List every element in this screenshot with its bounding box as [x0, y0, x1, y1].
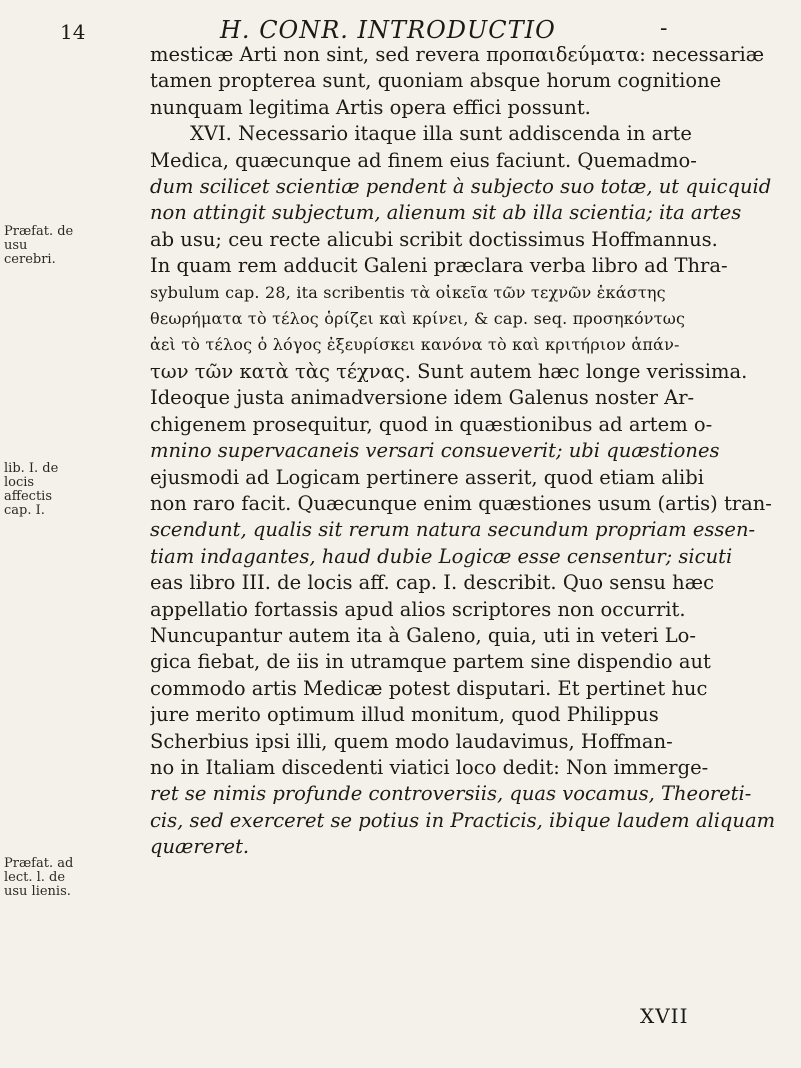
text-line: ret se nimis profunde controversiis, quas vocamus, Theoreti-: [150, 782, 752, 806]
text-line: quæreret.: [150, 835, 250, 859]
text-line: chigenem prosequitur, quod in quæstionibus ad artem o-: [150, 412, 713, 436]
text-line: Medica, quæcunque ad finem eius faciunt. Quemadmo-: [150, 148, 697, 172]
text-line: appellatio fortassis apud alios scriptores non occurrit.: [150, 597, 686, 621]
text-line-greek: sybulum cap. 28, ita scribentis τὰ οἰκεῖα τῶν τεχνῶν ἑκάστης: [150, 282, 666, 302]
body-text: [150, 42, 780, 861]
text-line: jure merito optimum illud monitum, quod Philippus: [150, 703, 659, 727]
text-line-greek: θεωρήματα τὸ τέλος ὁρίζει καὶ κρίνει, & cap. seq. προσηκόντως: [150, 309, 686, 329]
text-line: no in Italiam discedenti viatici loco dedit: Non immerge-: [150, 755, 709, 779]
text-line: eas libro III. de locis aff. cap. I. describit. Quo sensu hæc: [150, 571, 714, 595]
running-title: H. CONR. INTRODUCTIO: [220, 16, 556, 44]
catchword: XVII: [640, 1004, 689, 1028]
text-line: non attingit subjectum, alienum sit ab illa scientia; ita artes: [150, 201, 742, 225]
margin-note-de-locis-affectis: lib. I. de locis affectis cap. I.: [4, 461, 59, 518]
text-line: Ideoque justa animadversione idem Galenus noster Ar-: [150, 386, 695, 410]
text-line: non raro facit. Quæcunque enim quæstiones usum (artis) tran-: [150, 491, 772, 515]
text-line-greek: ἀεὶ τὸ τέλος ὁ λόγος ἐξευρίσκει κανόνα τὸ καὶ κριτήριον ἁπάν-: [150, 335, 680, 355]
text-line: commodo artis Medicæ potest disputari. Et pertinet huc: [150, 676, 708, 700]
text-line: dum scilicet scientiæ pendent à subjecto suo totæ, ut quicquid: [150, 175, 772, 199]
text-line: των τῶν κατὰ τὰς τέχνας. Sunt autem hæc longe verissima.: [150, 359, 748, 383]
header-dash: -: [660, 16, 668, 41]
margin-note-praefat-de-usu-cerebri: Præfat. de usu cerebri.: [4, 224, 74, 267]
text-line: ab usu; ceu recte alicubi scribit doctissimus Hoffmannus.: [150, 227, 718, 251]
text-line: Nuncupantur autem ita à Galeno, quia, uti in veteri Lo-: [150, 623, 696, 647]
text-line: gica fiebat, de iis in utramque partem sine dispendio aut: [150, 650, 711, 674]
text-line: mnino supervacaneis versari consueverit; ubi quæstiones: [150, 439, 720, 463]
page-number: 14: [60, 20, 86, 44]
text-line: scendunt, qualis sit rerum natura secundum propriam essen-: [150, 518, 756, 542]
text-line: tamen propterea sunt, quoniam absque horum cognitione: [150, 69, 722, 93]
text-line: In quam rem adducit Galeni præclara verba libro ad Thra-: [150, 254, 728, 278]
margin-note-praefat-de-usu-lienis: Præfat. ad lect. l. de usu lienis.: [4, 856, 74, 899]
text-line: cis, sed exerceret se potius in Practicis, ibique laudem aliquam: [150, 808, 776, 832]
text-line: ejusmodi ad Logicam pertinere asserit, quod etiam alibi: [150, 465, 705, 489]
page-header: [60, 6, 780, 46]
text-line: tiam indagantes, haud dubie Logicæ esse censentur; sicuti: [150, 544, 733, 568]
text-line: mesticæ Arti non sint, sed revera προπαιδεύματα: necessariæ: [150, 43, 765, 66]
text-line: Scherbius ipsi illi, quem modo laudavimus, Hoffman-: [150, 729, 673, 753]
text-line: nunquam legitima Artis opera effici possunt.: [150, 95, 591, 119]
section-xvi-start: XVI. Necessario itaque illa sunt addiscenda in arte: [190, 122, 692, 146]
